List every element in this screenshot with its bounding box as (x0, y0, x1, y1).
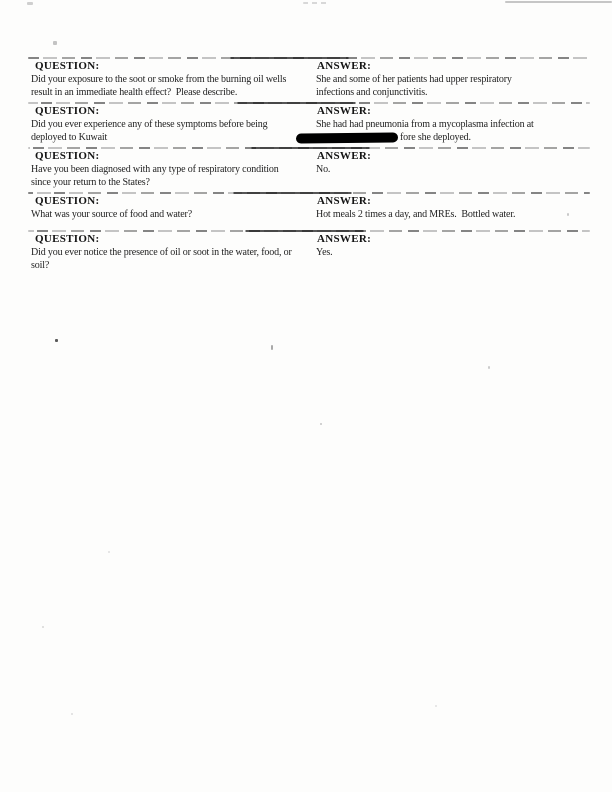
answer-label: ANSWER: (317, 150, 372, 162)
answer-text: No. (316, 164, 331, 175)
answer-cell (316, 233, 602, 259)
answer-label: ANSWER: (317, 60, 372, 72)
scan-speck (55, 339, 58, 342)
question-label: QUESTION: (35, 105, 100, 117)
question-text: Did your exposure to the soot or smoke from the burning oil wells (31, 74, 287, 85)
redaction-bar (296, 132, 398, 143)
question-label: QUESTION: (35, 233, 100, 245)
question-text: soil? (31, 260, 50, 271)
scan-speck (320, 423, 322, 425)
answer-text: infections and conjunctivitis. (316, 87, 428, 98)
answer-cell (316, 60, 602, 99)
scan-speck (108, 551, 110, 553)
divider-line (28, 147, 590, 149)
scan-speck (42, 626, 44, 628)
divider-line (28, 102, 590, 104)
answer-label: ANSWER: (317, 195, 372, 207)
answer-label: ANSWER: (317, 105, 372, 117)
answer-text: Hot meals 2 times a day, and MREs. Bottled water. (316, 209, 516, 220)
answer-text: Yes. (316, 247, 333, 258)
question-cell (31, 150, 316, 189)
divider-line (28, 57, 590, 59)
question-text: Did you ever notice the presence of oil or soot in the water, food, or (31, 247, 292, 258)
question-text: result in an immediate health effect? Please describe. (31, 87, 238, 98)
divider-line (28, 192, 590, 194)
scan-speck (435, 705, 437, 707)
scan-artifact-top-dashes (303, 2, 327, 4)
question-cell (31, 233, 316, 272)
answer-text: She had had pneumonia from a mycoplasma infection at (316, 119, 534, 130)
scan-speck (271, 345, 273, 350)
scan-speck (71, 713, 73, 715)
question-text: since your return to the States? (31, 177, 150, 188)
answer-cell (316, 105, 602, 144)
answer-label: ANSWER: (317, 233, 372, 245)
scan-artifact-top-line (505, 1, 612, 3)
scan-speck (488, 366, 490, 369)
answer-cell (316, 195, 602, 221)
scan-speck (27, 2, 33, 5)
question-label: QUESTION: (35, 150, 100, 162)
question-text: What was your source of food and water? (31, 209, 193, 220)
question-label: QUESTION: (35, 195, 100, 207)
question-cell (31, 195, 316, 221)
answer-text: She and some of her patients had upper respiratory (316, 74, 512, 85)
answer-cell (316, 150, 602, 176)
question-text: Have you been diagnosed with any type of respiratory condition (31, 164, 279, 175)
scan-speck (53, 41, 57, 45)
scan-speck (567, 213, 569, 216)
question-cell (31, 105, 316, 144)
question-cell (31, 60, 316, 99)
answer-text-redacted-line (316, 131, 602, 144)
answer-text: fore she deployed. (400, 132, 471, 143)
question-text: Did you ever experience any of these symptoms before being (31, 119, 268, 130)
divider-line (28, 230, 590, 232)
question-text: deployed to Kuwait (31, 132, 108, 143)
question-label: QUESTION: (35, 60, 100, 72)
